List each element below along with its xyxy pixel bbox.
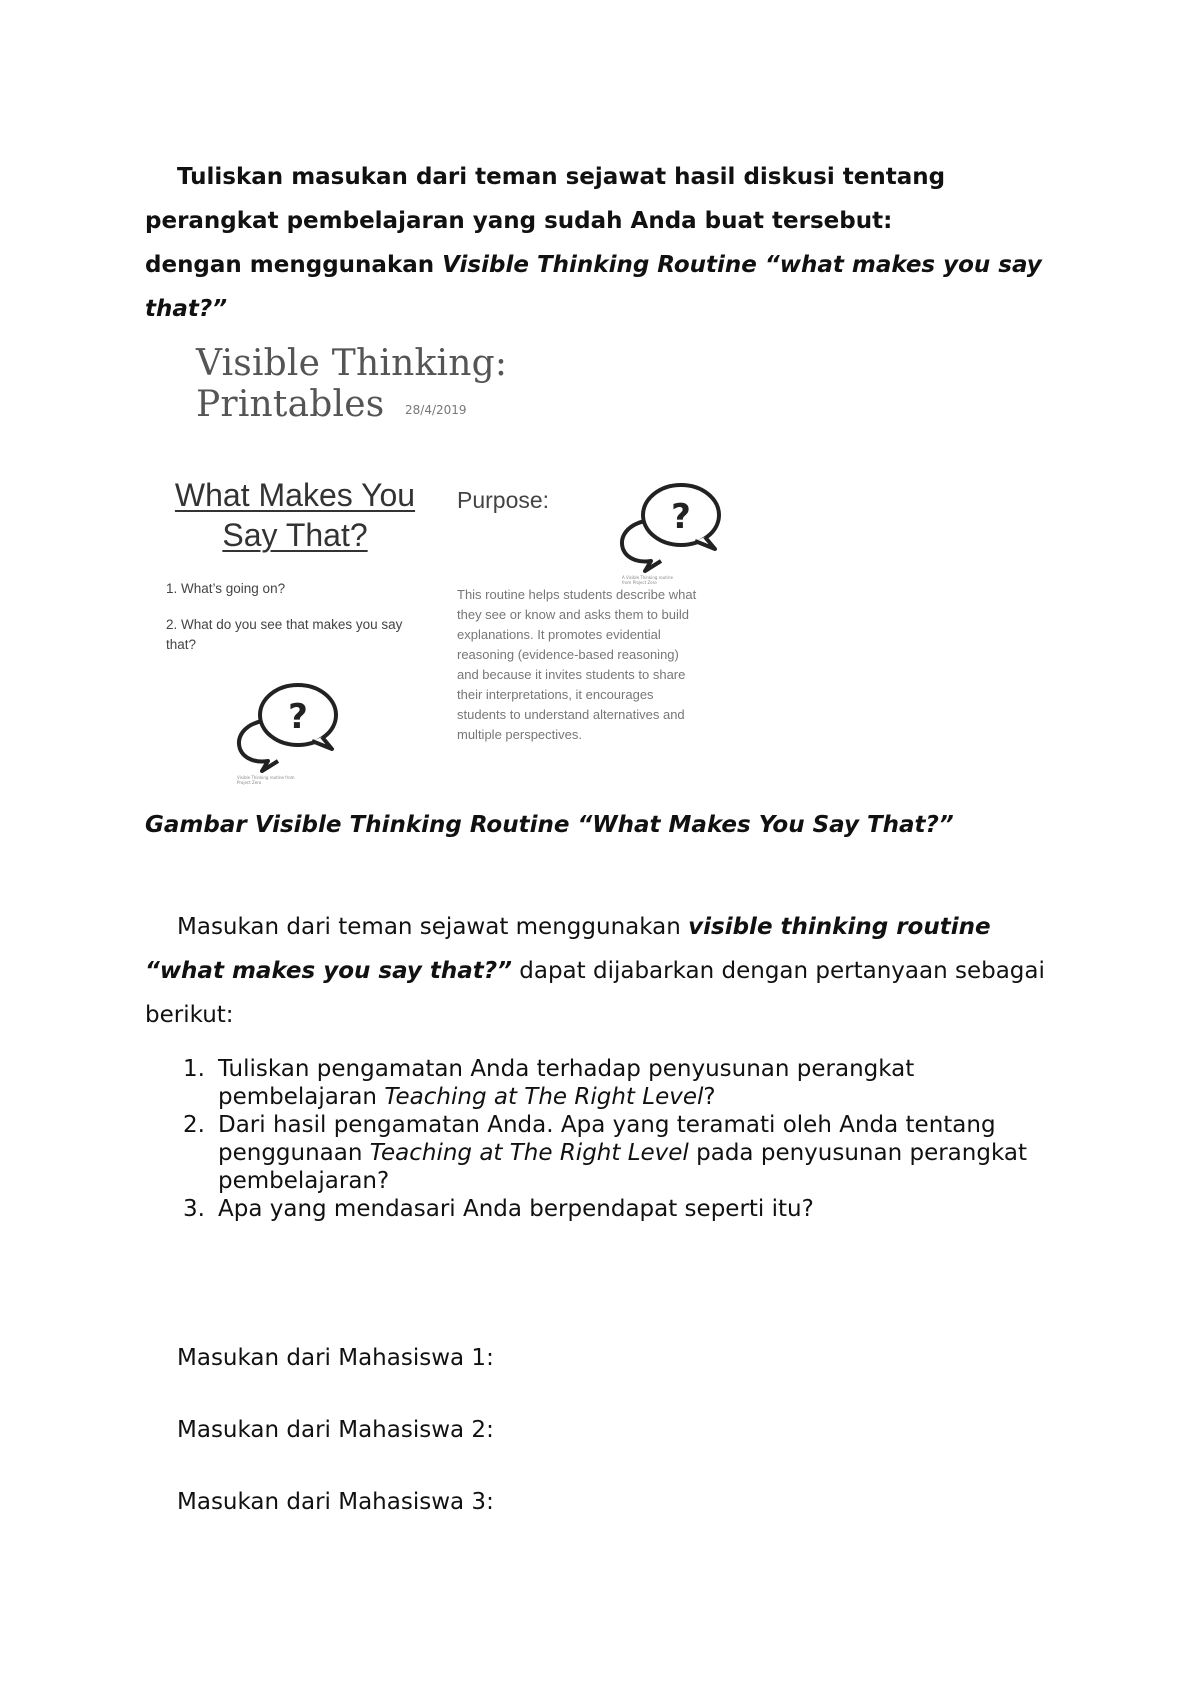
list-item	[145, 1111, 1065, 1195]
intro-line-3-emphasis: Visible Thinking Routine “what makes you say that?”	[145, 252, 1042, 322]
list-item-text: Apa yang mendasari Anda berpendapat seperti itu?	[218, 1196, 814, 1222]
list-item-text: Dari hasil pengamatan Anda. Apa yang teramati oleh Anda tentang penggunaan	[218, 1112, 996, 1166]
intro-line-3-prefix: dengan menggunakan	[145, 252, 443, 278]
question-mark: ?	[288, 697, 308, 737]
visible-thinking-printable-image	[160, 335, 730, 790]
paragraph-suffix: dapat dijabarkan dengan pertanyaan sebagai berikut:	[145, 958, 1045, 1028]
speech-bubble-question-icon	[232, 675, 342, 775]
purpose-label: Purpose:	[457, 487, 550, 513]
intro-instruction	[145, 155, 1065, 331]
speech-bubble-question-icon	[615, 475, 725, 575]
question-mark: ?	[671, 497, 691, 537]
intro-line-1: Tuliskan masukan dari teman sejawat hasil diskusi tentang	[177, 164, 946, 190]
feedback-student-3: Masukan dari Mahasiswa 3:	[177, 1489, 494, 1515]
list-item-suffix: ?	[703, 1084, 716, 1110]
card-title: What Makes You Say That?	[174, 477, 416, 553]
list-item-number: 1.	[183, 1056, 205, 1082]
list-item-suffix: pada penyusunan perangkat pembelajaran?	[218, 1140, 1027, 1194]
card-question-2: 2. What do you see that makes you say that?	[166, 617, 403, 652]
list-item-italic: Teaching at The Right Level	[384, 1084, 704, 1110]
list-item-number: 3.	[183, 1196, 205, 1222]
bubble-caption-1: A Visible Thinking routine from Project Zero	[622, 575, 673, 585]
list-item-text: Tuliskan pengamatan Anda terhadap penyusunan perangkat pembelajaran	[218, 1056, 915, 1110]
paragraph-prefix: Masukan dari teman sejawat menggunakan	[177, 914, 689, 940]
intro-paragraph	[145, 905, 1065, 1037]
feedback-student-1: Masukan dari Mahasiswa 1:	[177, 1345, 494, 1371]
purpose-text: This routine helps students describe what they see or know and asks them to build explanations. It promotes evidential reasoning (evidence-based reasoning) and because it invites students to share their interpretations, it encourages students to understand alternatives and multiple perspectives.	[457, 587, 697, 742]
intro-line-2: perangkat pembelajaran yang sudah Anda buat tersebut:	[145, 208, 893, 234]
printable-title: Visible Thinking: Printables	[196, 343, 508, 425]
card-question-1: 1. What’s going on?	[166, 581, 286, 596]
paragraph-emphasis: visible thinking routine “what makes you say that?”	[145, 914, 991, 984]
feedback-student-2: Masukan dari Mahasiswa 2:	[177, 1417, 494, 1443]
bubble-caption-2: Visible Thinking routine from Project Zero	[237, 775, 295, 785]
figure-caption: Gambar Visible Thinking Routine “What Makes You Say That?”	[145, 812, 954, 838]
list-item	[145, 1055, 1065, 1111]
printable-date: 28/4/2019	[405, 403, 467, 417]
question-list	[145, 1055, 1065, 1223]
list-item-italic: Teaching at The Right Level	[369, 1140, 689, 1166]
list-item-number: 2.	[183, 1112, 205, 1138]
list-item	[145, 1195, 1065, 1223]
